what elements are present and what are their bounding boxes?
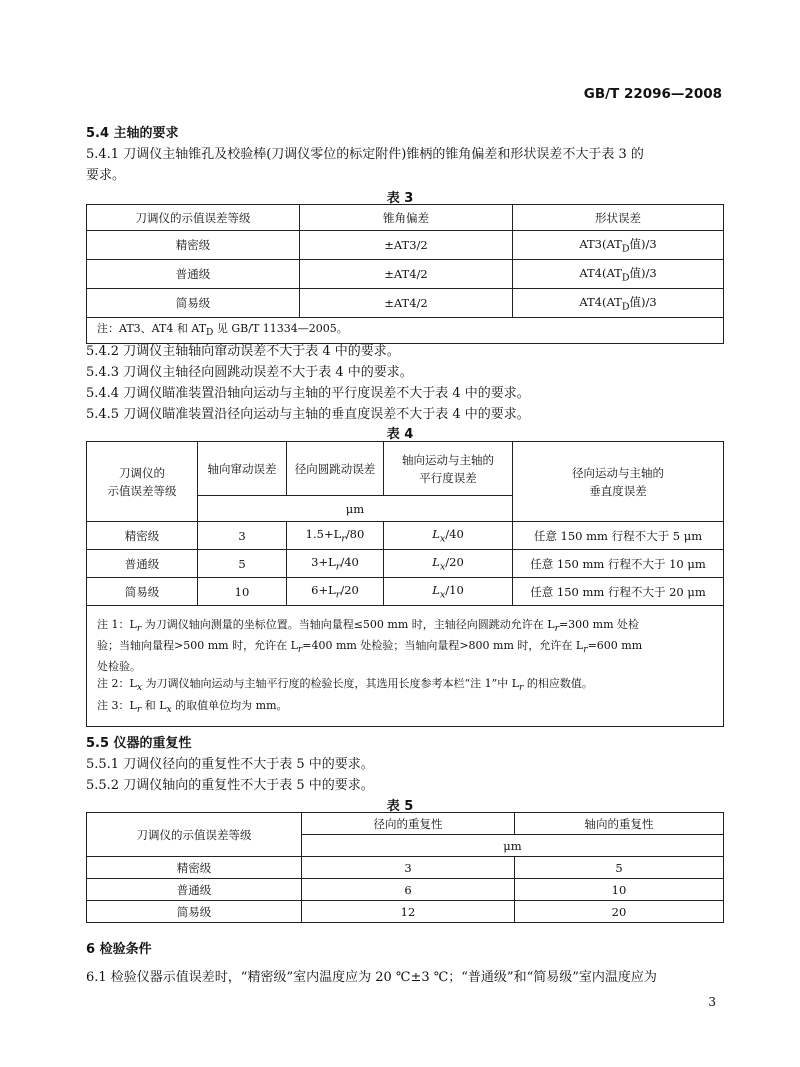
table-header-cell: 轴向运动与主轴的 平行度误差 (384, 442, 513, 496)
para-5-4-3: 5.4.3 刀调仪主轴径向圆跳动误差不大于表 4 中的要求。 (86, 365, 413, 380)
table-header-cell: 刀调仪的示值误差等级 (87, 813, 302, 857)
table-cell: 任意 150 mm 行程不大于 5 μm (513, 522, 724, 550)
table-cell: $AT4(AT_D$值)/3 (513, 289, 724, 318)
table3-note: 注：AT3、AT4 和 $AT_D$ 见 GB/T 11334—2005。 (87, 318, 724, 344)
para-5-4-4: 5.4.4 刀调仪瞄准装置沿轴向运动与主轴的平行度误差不大于表 4 中的要求。 (86, 386, 530, 401)
table-header-cell: 刀调仪的 示值误差等级 (87, 442, 198, 522)
table-cell: 3 (198, 522, 287, 550)
section-6-title: 6 检验条件 (86, 942, 152, 957)
table-header-cell: 锥角偏差 (300, 205, 513, 231)
table-row (87, 901, 724, 923)
table-header-cell: 轴向的重复性 (515, 813, 724, 835)
table-row (87, 813, 724, 835)
para-5-4-1: 5.4.1 刀调仪主轴锥孔及校验棒(刀调仪零位的标定附件)锥柄的锥角偏差和形状误差不大于表 3 的 (86, 147, 644, 162)
table-row (87, 550, 724, 578)
para-5-4-1-cont: 要求。 (86, 168, 126, 183)
table-cell: 普通级 (87, 260, 300, 289)
table-header-cell: 轴向窜动误差 (198, 442, 287, 496)
table4-notes (87, 606, 724, 727)
table-row (87, 289, 724, 318)
unit-cell: μm (198, 496, 513, 522)
table-cell: ±AT4/2 (300, 260, 513, 289)
section-5-5-title: 5.5 仪器的重复性 (86, 736, 192, 751)
table-cell: 任意 150 mm 行程不大于 10 μm (513, 550, 724, 578)
table-cell: 3 (302, 857, 515, 879)
table-cell: 20 (515, 901, 724, 923)
table-cell: 10 (198, 578, 287, 606)
table-cell: 简易级 (87, 901, 302, 923)
table5-caption: 表 5 (386, 799, 414, 814)
table4-note-1-end: 处检验。 (97, 660, 141, 674)
table-row (87, 442, 724, 496)
table-row (87, 857, 724, 879)
table-cell: $L_x/20$ (384, 550, 513, 578)
table4-caption: 表 4 (386, 427, 414, 442)
table-4 (86, 441, 724, 727)
table-row (87, 522, 724, 550)
table-row (87, 260, 724, 289)
table-row (87, 205, 724, 231)
table-cell: 12 (302, 901, 515, 923)
table-cell: 精密级 (87, 522, 198, 550)
table-header-cell: 径向的重复性 (302, 813, 515, 835)
table-cell: 10 (515, 879, 724, 901)
table-cell: $1.5+L_r/80$ (287, 522, 384, 550)
table-cell: 简易级 (87, 578, 198, 606)
table-row (87, 606, 724, 727)
para-6-1: 6.1 检验仪器示值误差时，“精密级”室内温度应为 20 ℃±3 ℃；“普通级”和“简易级”室内温度应为 (86, 970, 657, 985)
table-cell: 简易级 (87, 289, 300, 318)
table-cell: ±AT4/2 (300, 289, 513, 318)
para-5-5-1: 5.5.1 刀调仪径向的重复性不大于表 5 中的要求。 (86, 757, 374, 772)
table4-note-1: 注 1：$L_r$ 为刀调仪轴向测量的坐标位置。当轴向量程≤500 mm 时，主轴径向圆跳动允许在 $L_r=300$ mm 处检 (97, 618, 640, 635)
table-cell: 普通级 (87, 550, 198, 578)
table-5 (86, 812, 724, 923)
table4-note-2: 注 2：$L_x$ 为刀调仪轴向运动与主轴平行度的检验长度，其选用长度参考本栏“注 1”中 $L_r$ 的相应数值。 (97, 677, 593, 694)
table-cell: $L_x/10$ (384, 578, 513, 606)
table-cell: $6+L_r/20$ (287, 578, 384, 606)
table4-note-1-cont: 验；当轴向量程>500 mm 时，允许在 $L_r=400$ mm 处检验；当轴向量程>800 mm 时，允许在 $L_r=600$ mm (97, 639, 643, 656)
page-number: 3 (708, 995, 716, 1009)
table-header-cell: 刀调仪的示值误差等级 (87, 205, 300, 231)
table-cell: $AT3(AT_D$值)/3 (513, 231, 724, 260)
table-cell: $L_x/40$ (384, 522, 513, 550)
table-cell: ±AT3/2 (300, 231, 513, 260)
table-cell: $3+L_r/40$ (287, 550, 384, 578)
table-cell: 精密级 (87, 231, 300, 260)
table-row (87, 231, 724, 260)
table3-caption: 表 3 (386, 191, 414, 206)
table-cell: 普通级 (87, 879, 302, 901)
section-5-4-title: 5.4 主轴的要求 (86, 126, 179, 141)
table-row (87, 879, 724, 901)
table-cell: 5 (515, 857, 724, 879)
table-3 (86, 204, 724, 344)
table-cell: 任意 150 mm 行程不大于 20 μm (513, 578, 724, 606)
table-cell: $AT4(AT_D$值)/3 (513, 260, 724, 289)
para-5-5-2: 5.5.2 刀调仪轴向的重复性不大于表 5 中的要求。 (86, 778, 374, 793)
table-header-cell: 形状误差 (513, 205, 724, 231)
table-cell: 6 (302, 879, 515, 901)
table-header-cell: 径向圆跳动误差 (287, 442, 384, 496)
table-cell: 5 (198, 550, 287, 578)
standard-number: GB/T 22096—2008 (583, 86, 722, 102)
table-row (87, 578, 724, 606)
table-header-cell: 径向运动与主轴的 垂直度误差 (513, 442, 724, 522)
para-5-4-2: 5.4.2 刀调仪主轴轴向窜动误差不大于表 4 中的要求。 (86, 344, 400, 359)
unit-cell: μm (302, 835, 724, 857)
table-cell: 精密级 (87, 857, 302, 879)
para-5-4-5: 5.4.5 刀调仪瞄准装置沿径向运动与主轴的垂直度误差不大于表 4 中的要求。 (86, 407, 530, 422)
table4-note-3: 注 3：$L_r$ 和 $L_x$ 的取值单位均为 mm。 (97, 698, 288, 715)
